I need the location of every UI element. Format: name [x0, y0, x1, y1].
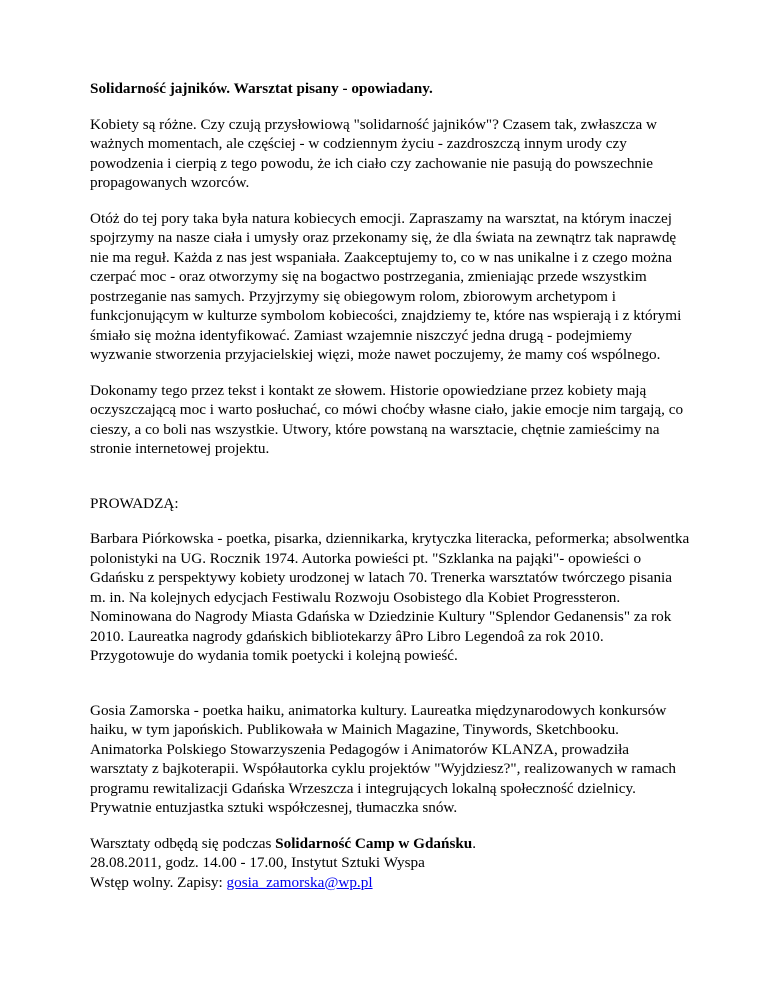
signup-line: [90, 873, 690, 893]
event-intro: Warsztaty odbędą się podczas: [90, 834, 276, 852]
email-link[interactable]: gosia_zamorska@wp.pl: [226, 873, 373, 891]
description-paragraph: Otóż do tej pory taka była natura kobiecych emocji. Zapraszamy na warsztat, na którym inaczej spojrzymy na nasze ciała i umysły oraz przekonamy się, że dla świata na zewnątrz tak naprawdę nie ma reguł. Każda z nas jest wspaniała. Zaakceptujemy to, co w nas unikalne i z czego można czerpać moc - oraz otworzymy się na bogactwo postrzegania, zmieniając przede wszystkim postrzeganie nas samych. Przyjrzymy się obiegowym rolom, zbiorowym archetypom i funkcjonującym w kulturze symbolom kobiecości, znajdziemy te, które nas wspierają i z którymi śmiało się można identyfikować. Zamiast wzajemnie niszczyć jedna drugą - podejmiemy wyzwanie stworzenia przyjacielskiej więzi, może nawet poczujemy, że mamy coś wspólnego.: [90, 209, 682, 363]
document-page: [90, 79, 690, 892]
hosts-heading: PROWADZĄ:: [90, 494, 179, 512]
method-paragraph: Dokonamy tego przez tekst i kontakt ze słowem. Historie opowiedziane przez kobiety mają oczyszczającą moc i warto posłuchać, co mówi choćby własne ciało, jakie emocje nim targają, co cieszy, a co boli nas wszystkie. Utwory, które powstaną na warsztacie, chętnie zamieścimy na stronie internetowej projektu.: [90, 381, 684, 457]
intro-paragraph: Kobiety są różne. Czy czują przysłowiową "solidarność jajników"? Czasem tak, zwłaszcza w ważnych momentach, ale częściej - w codziennym życiu - zazdroszczą innym urody czy powodzenia i cierpią z tego powodu, że ich ciało czy zachowanie nie pasują do powszechnie propagowanych wzorców.: [90, 115, 657, 191]
signup-label: Wstęp wolny. Zapisy:: [90, 873, 227, 891]
event-details: 28.08.2011, godz. 14.00 - 17.00, Instytut Sztuki Wyspa: [90, 854, 425, 871]
event-line: [90, 834, 690, 854]
host-bio-gosia: Gosia Zamorska - poetka haiku, animatorka kultury. Laureatka międzynarodowych konkursów haiku, w tym japońskich. Publikowała w Mainich Magazine, Tinywords, Sketchbooku. Animatorka Polskiego Stowarzyszenia Pedagogów i Animatorów KLANZA, prowadziła warsztaty z bajkoterapii. Współautorka cyklu projektów "Wyjdziesz?", realizowanych w ramach programu rewitalizacji Gdańska Wrzeszcza i integrujących lokalną społeczność dzielnicy. Prywatnie entuzjastka sztuki współczesnej, tłumaczka snów.: [90, 701, 676, 816]
spacer: [90, 475, 690, 494]
event-name: Solidarność Camp w Gdańsku: [275, 834, 473, 852]
host-bio-barbara: Barbara Piórkowska - poetka, pisarka, dziennikarka, krytyczka literacka, peformerka; absolwentka polonistyki na UG. Rocznik 1974. Autorka powieści pt. "Szklanka na pająki"- opowieści o Gdańsku z perspektywy kobiety urodzonej w latach 70. Trenerka warsztatów twórczego pisania m. in. Na kolejnych edycjach Festiwalu Rozwoju Osobistego dla Kobiet Progressteron. Nominowana do Nagrody Miasta Gdańska w Dziedzinie Kultury "Splendor Gedanensis" za rok 2010. Laureatka nagrody gdańskich bibliotekarzy âPro Libro Legendoâ za rok 2010. Przygotowuje do wydania tomik poetycki i kolejną powieść.: [90, 530, 690, 664]
document-title: Solidarność jajników. Warsztat pisany - opowiadany.: [90, 80, 433, 97]
spacer: [90, 682, 690, 701]
event-info: [90, 834, 690, 893]
event-period: .: [472, 834, 477, 852]
